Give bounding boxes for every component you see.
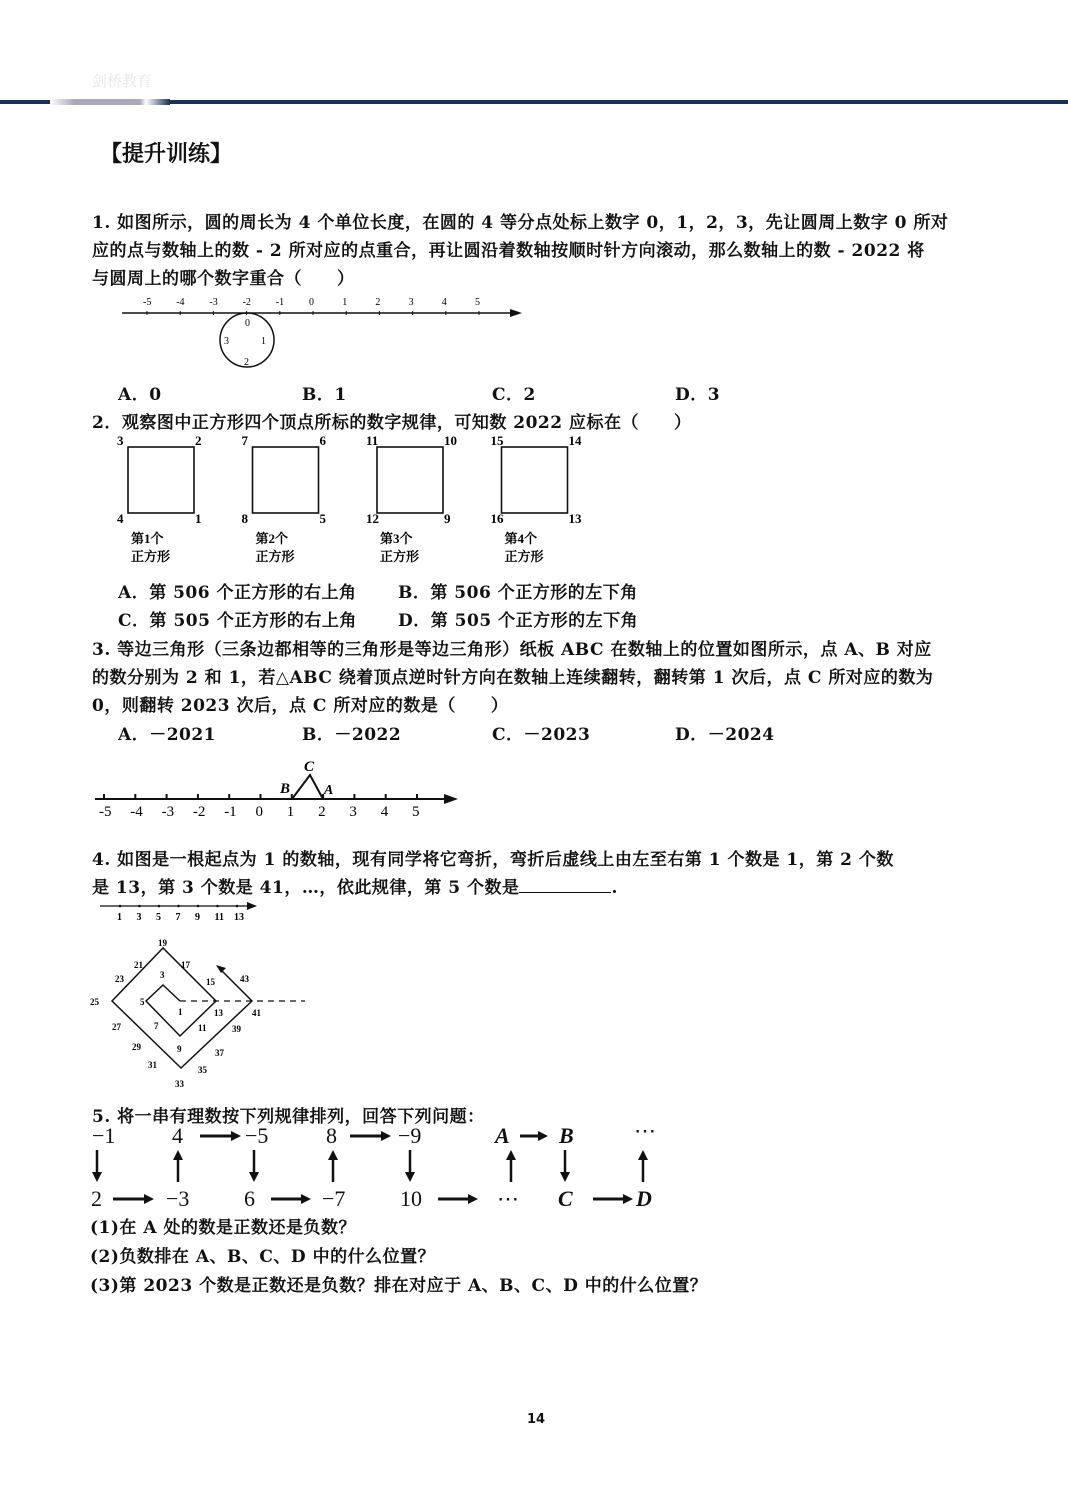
arrow-head	[381, 1131, 391, 1141]
sequence-item: A	[495, 1123, 510, 1148]
square-caption: 正方形	[380, 549, 420, 564]
square	[253, 447, 319, 513]
spiral-label: 15	[206, 977, 215, 987]
vertex-label: 10	[444, 433, 457, 448]
vertex-label: 1	[195, 511, 202, 526]
q2-line: 2．观察图中正方形四个顶点所标的数字规律，可知数 2022 应标在（ ）	[92, 413, 692, 433]
q3-option-c: C．－2023	[492, 725, 591, 745]
q5-arrows	[80, 1120, 680, 1220]
sequence-item: 6	[244, 1186, 255, 1211]
q2-option-b: B．第 506 个正方形的左下角	[398, 583, 638, 603]
sequence-item: −1	[92, 1123, 116, 1148]
vertex-label: 12	[366, 511, 379, 526]
axis-tick-label: 3	[136, 912, 142, 923]
sequence-item: ⋯	[497, 1186, 519, 1211]
arrow-head	[405, 1172, 415, 1182]
axis-tick-label: -5	[143, 297, 152, 308]
axis-point	[197, 905, 200, 908]
spiral-label: 33	[175, 1079, 184, 1089]
arrow-head	[506, 1150, 516, 1160]
axis-tick-label: 5	[412, 804, 420, 820]
axis-tick-label: 4	[380, 804, 389, 820]
axis-tick-label: 9	[195, 912, 200, 923]
square	[502, 447, 568, 513]
spiral-label: 7	[154, 1021, 159, 1031]
axis-tick-label: 7	[175, 912, 181, 923]
spiral-label: 3	[160, 970, 165, 980]
q3-option-b: B．－2022	[302, 725, 402, 745]
q5-line: 5. 将一串有理数按下列规律排列，回答下列问题：	[92, 1107, 485, 1127]
sequence-item: 2	[91, 1186, 102, 1211]
vertex-label: 16	[490, 511, 504, 526]
header-logo: 剑桥教育	[92, 72, 153, 90]
q2-option-a: A．第 506 个正方形的右上角	[118, 583, 357, 603]
sequence-item: 8	[326, 1123, 337, 1148]
axis-tick-label: 1	[286, 804, 295, 820]
q1-line-3: 与圆周上的哪个数字重合（ ）	[92, 269, 355, 289]
spiral-label: 41	[252, 1008, 261, 1018]
spiral-label: 5	[140, 997, 145, 1007]
spiral-label: 23	[115, 974, 124, 984]
spiral-label: 13	[214, 1008, 223, 1018]
arrow-head	[560, 1172, 570, 1182]
vertex-label: 4	[117, 511, 124, 526]
vertex-label: 15	[490, 433, 504, 448]
axis-tick-label: 2	[318, 804, 326, 820]
axis-tick-label: 3	[349, 804, 357, 820]
axis-tick-label: 3	[408, 297, 414, 308]
vertex-b: B	[280, 781, 291, 797]
spiral-label: 9	[177, 1044, 182, 1054]
vertex-label: 13	[568, 511, 582, 526]
q4-line-1: 4. 如图是一根起点为 1 的数轴，现有同学将它弯折，弯折后虚线上由左至右第 1 个数是 1，第 2 个数	[92, 850, 894, 870]
axis-tick-label: -2	[242, 297, 251, 308]
q4-figure	[90, 895, 320, 1095]
axis-point	[138, 905, 141, 908]
sequence-item: ⋯	[634, 1118, 656, 1143]
axis-tick-label: 5	[156, 912, 161, 923]
square-caption: 第4个	[504, 531, 538, 546]
arrow-head	[538, 1131, 548, 1141]
spiral-label: 19	[158, 938, 167, 948]
spiral-label: 25	[90, 997, 99, 1007]
answer-blank[interactable]	[519, 878, 611, 893]
square	[128, 447, 194, 513]
q5-question-1: (1)在 A 处的数是正数还是负数？	[90, 1218, 356, 1238]
vertex-label: 2	[195, 433, 202, 448]
q1-figure	[0, 290, 560, 380]
q1-option-c: C．2	[492, 385, 536, 405]
spiral-label: 21	[134, 960, 143, 970]
arrow-head	[249, 1172, 259, 1182]
vertex-label: 6	[319, 433, 326, 448]
arrow-head	[301, 1194, 311, 1204]
page-number: 14	[527, 1412, 546, 1427]
section-title: 【提升训练】	[100, 142, 233, 167]
spiral-label: 17	[181, 960, 190, 970]
vertex-label: 3	[117, 433, 124, 448]
arrow-head	[638, 1150, 648, 1160]
arrow-icon	[216, 965, 226, 973]
vertex-a: A	[324, 783, 334, 798]
q3-option-a: A．－2021	[118, 725, 217, 745]
vertex-label: 9	[444, 511, 451, 526]
vertex-label: 7	[241, 433, 248, 448]
q3-option-d: D．－2024	[675, 725, 775, 745]
vertex-label: 5	[319, 511, 326, 526]
axis-tick-label: -3	[209, 297, 218, 308]
axis-tick-label: 2	[375, 297, 381, 308]
sequence-item: −3	[166, 1186, 190, 1211]
vertex-label: 11	[366, 433, 379, 448]
sequence-item: 4	[172, 1123, 183, 1148]
header-rule-accent	[50, 99, 170, 105]
square	[377, 447, 443, 513]
axis-point	[236, 905, 239, 908]
square-caption: 正方形	[131, 549, 171, 564]
spiral-label: 29	[132, 1042, 141, 1052]
arrow-head	[173, 1150, 183, 1160]
q1-option-d: D．3	[675, 385, 721, 405]
q3-line-2: 的数分别为 2 和 1，若△ABC 绕着顶点逆时针方向在数轴上连续翻转，翻转第 1 次后，点 C 所对应的数为	[92, 668, 934, 688]
spiral-label: 1	[178, 1007, 183, 1017]
axis-tick-label: 0	[309, 297, 314, 308]
spiral-label: 43	[240, 974, 249, 984]
axis-tick-label: -3	[161, 804, 175, 820]
q1-option-a: A．0	[118, 385, 162, 405]
spiral-label: 11	[198, 1023, 207, 1033]
axis-tick-label: -4	[130, 804, 143, 820]
square-caption: 第3个	[380, 531, 413, 546]
arrow-head	[623, 1194, 633, 1204]
axis-tick-label: 11	[214, 912, 224, 923]
circle-label-1: 1	[261, 336, 266, 347]
q1-line-1: 1. 如图所示，圆的周长为 4 个单位长度，在圆的 4 等分点处标上数字 0，1，2，3，先让圆周上数字 0 所对	[92, 213, 949, 233]
circle-label-0: 0	[245, 318, 250, 329]
q3-figure	[80, 750, 480, 825]
axis-point	[119, 905, 122, 908]
arrow-head	[468, 1194, 478, 1204]
sequence-item: B	[559, 1123, 574, 1148]
q1-option-b: B．1	[302, 385, 347, 405]
axis-point	[177, 905, 180, 908]
q4-line-2-text: 是 13，第 3 个数是 41，…，依此规律，第 5 个数是	[92, 878, 520, 898]
spiral-label: 31	[148, 1060, 157, 1070]
axis-tick-label: 0	[255, 804, 263, 820]
arrow-head	[231, 1131, 241, 1141]
q2-option-c: C．第 505 个正方形的右上角	[118, 611, 357, 631]
q2-figure	[100, 430, 620, 565]
axis-tick-label: 1	[117, 912, 122, 923]
axis-tick-label: 4	[441, 297, 447, 308]
arrow-head	[328, 1150, 338, 1160]
vertex-c: C	[304, 759, 315, 775]
axis-tick-label: -1	[275, 297, 285, 308]
q3-line-3: 0，则翻转 2023 次后，点 C 所对应的数是（ ）	[92, 696, 509, 716]
q2-option-d: D．第 505 个正方形的左下角	[398, 611, 639, 631]
q5-question-2: (2)负数排在 A、B、C、D 中的什么位置？	[90, 1247, 436, 1267]
square-caption: 正方形	[255, 549, 295, 564]
q3-line-1: 3. 等边三角形（三条边都相等的三角形是等边三角形）纸板 ABC 在数轴上的位置如图所示，点 A、B 对应	[92, 640, 932, 660]
sequence-item: −5	[245, 1123, 269, 1148]
triangle-abc	[292, 775, 323, 799]
axis-point	[216, 905, 219, 908]
axis-arrow-icon	[510, 309, 522, 317]
square-caption: 正方形	[504, 549, 544, 564]
axis-arrow-icon	[247, 902, 257, 910]
axis-tick-label: 1	[342, 297, 348, 308]
spiral-label: 27	[112, 1022, 121, 1032]
arrow-head	[144, 1194, 154, 1204]
sequence-item: 10	[400, 1186, 422, 1211]
vertex-label: 14	[568, 433, 582, 448]
vertex-label: 8	[241, 511, 248, 526]
spiral-label: 39	[232, 1024, 241, 1034]
q1-line-2: 应的点与数轴上的数 - 2 所对应的点重合，再让圆沿着数轴按顺时针方向滚动，那么数轴上的数 - 2022 将	[92, 241, 925, 261]
sequence-item: −7	[322, 1186, 346, 1211]
sequence-item: D	[636, 1186, 652, 1211]
sequence-item: C	[558, 1186, 573, 1211]
axis-tick-label: 13	[234, 912, 244, 923]
axis-tick-label: -4	[176, 297, 185, 308]
axis-tick-label: 5	[475, 297, 480, 308]
arrow-head	[92, 1172, 102, 1182]
axis-tick-label: -2	[192, 804, 206, 820]
square-caption: 第2个	[255, 531, 289, 546]
axis-tick-label: -1	[224, 804, 237, 820]
axis-arrow-icon	[444, 794, 458, 804]
circle-label-2: 2	[244, 357, 249, 368]
axis-tick-label: -5	[99, 804, 112, 820]
circle-label-3: 3	[224, 336, 229, 347]
square-caption: 第1个	[131, 531, 164, 546]
axis-point	[158, 905, 161, 908]
q5-question-3: (3)第 2023 个数是正数还是负数？排在对应于 A、B、C、D 中的什么位置？	[90, 1276, 708, 1296]
spiral-label: 35	[198, 1065, 207, 1075]
spiral-label: 37	[215, 1048, 224, 1058]
sequence-item: −9	[398, 1123, 422, 1148]
q4-line-2-end: .	[611, 878, 618, 898]
